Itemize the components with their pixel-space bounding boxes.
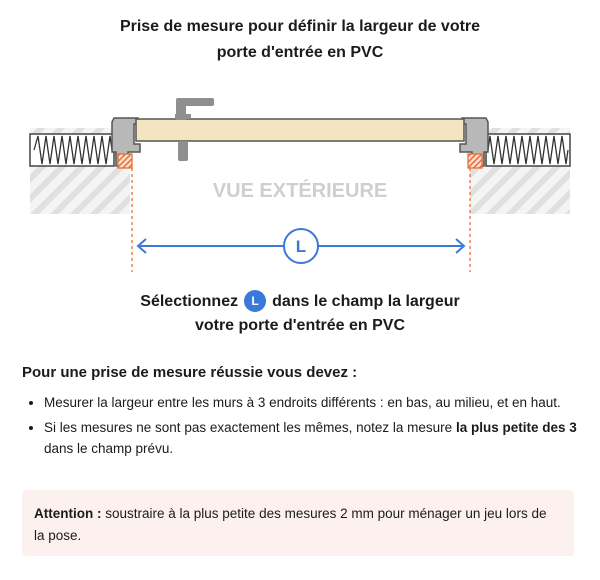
attention-box: [22, 490, 574, 556]
instruction-text-2-bold: la plus petite des 3: [455, 420, 577, 435]
instructions-heading: Pour une prise de mesure réussie vous devez :: [22, 364, 358, 381]
select-badge: L: [244, 290, 266, 312]
attention-text: soustraire à la plus petite des mesures 2 mm pour ménager un jeu lors de la pose.: [34, 506, 547, 543]
door-width-diagram: [0, 86, 600, 276]
title-line-1: Prise de mesure pour définir la largeur de votre: [119, 18, 481, 35]
select-suffix: dans le champ la largeur: [272, 293, 460, 310]
instructions-list: [22, 392, 589, 463]
left-measure-marker: [118, 154, 132, 168]
right-measure-marker: [468, 154, 482, 168]
page-title: [0, 14, 600, 66]
door-panel: [136, 119, 464, 141]
select-line-2: votre porte d'entrée en PVC: [194, 317, 406, 334]
instruction-text-1: Mesurer la largeur entre les murs à 3 endroits différents : en bas, au milieu, et en haut.: [44, 395, 561, 410]
width-badge: [284, 229, 318, 263]
title-line-2: porte d'entrée en PVC: [216, 44, 384, 61]
select-prefix: Sélectionnez: [140, 293, 239, 310]
instruction-item: [44, 417, 589, 459]
attention-label: Attention :: [34, 506, 102, 521]
instruction-text-2-before: Si les mesures ne sont pas exactement les mêmes, notez la mesure: [44, 420, 456, 435]
instruction-text-2-after: dans le champ prévu.: [44, 441, 174, 456]
select-instruction: [0, 290, 600, 338]
instruction-item: [44, 392, 589, 413]
view-label: VUE EXTÉRIEURE: [212, 180, 388, 202]
width-badge-letter: L: [295, 237, 307, 256]
